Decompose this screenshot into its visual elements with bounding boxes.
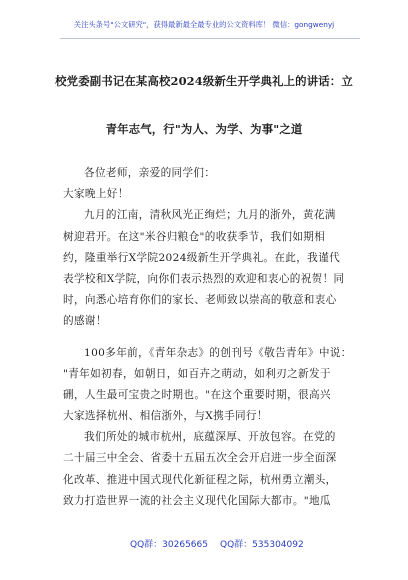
paragraph-line: 硎，人生最可宝贵之时期也。"在这个重要时期，很高兴 [63,388,331,401]
qq-group-right: QQ群：535304092 [220,540,304,550]
salutation: 各位老师，亲爱的同学们： [84,167,216,179]
qq-group-left: QQ群：30265665 [130,540,208,550]
paragraph-line: 约，隆重举行X学院2024级新生开学典礼。在此，我谨代 [63,251,341,264]
paragraph-line: 二十届三中全会、省委十五届五次全会开启进一步全面深 [63,452,337,465]
paragraph-line: 致力打造世界一流的社会主义现代化国际大都市。"地瓜 [63,494,331,507]
document-title-line-1: 校党委副书记在某高校2024级新生开学典礼上的讲话：立 [55,74,353,88]
document-body [63,163,353,512]
header-divider [60,38,360,39]
paragraph-line: 100多年前，《青年杂志》的创刊号《敬告青年》中说： [84,346,352,359]
paragraph-line: 大家选择杭州、相信浙外，与X携手同行！ [63,410,268,423]
paragraph-line: 的感谢！ [63,315,107,328]
paragraph-line: 九月的江南，清秋风光正绚烂；九月的浙外，黄花满 [84,209,336,222]
paragraph-line: 我们所处的城市杭州，底蕴深厚、开放包容。在党的 [84,431,336,444]
paragraph-line: 表学校和X学院，向你们表示热烈的欢迎和衷心的祝贺！同 [63,272,345,285]
greeting: 大家晚上好！ [63,188,129,201]
paragraph-line: 化改革、推进中国式现代化新征程之际，杭州勇立潮头， [63,473,337,486]
paragraph-line: 树迎君开。在这"米谷归粮仓"的收获季节，我们如期相 [63,230,326,243]
header-banner: 关注头条号"公文研究"，获得最新最全最专业的公文资料库！ 微信：gongwenyj [73,20,335,29]
paragraph-line: 时，向悉心培育你们的家长、老师致以崇高的敬意和衷心 [63,294,337,307]
document-title-line-2: 青年志气，行"为人、为学、为事"之道 [105,122,303,136]
paragraph-line: "青年如初春，如朝日，如百卉之萌动，如利刃之新发于 [63,367,331,380]
page-footer [0,537,408,551]
